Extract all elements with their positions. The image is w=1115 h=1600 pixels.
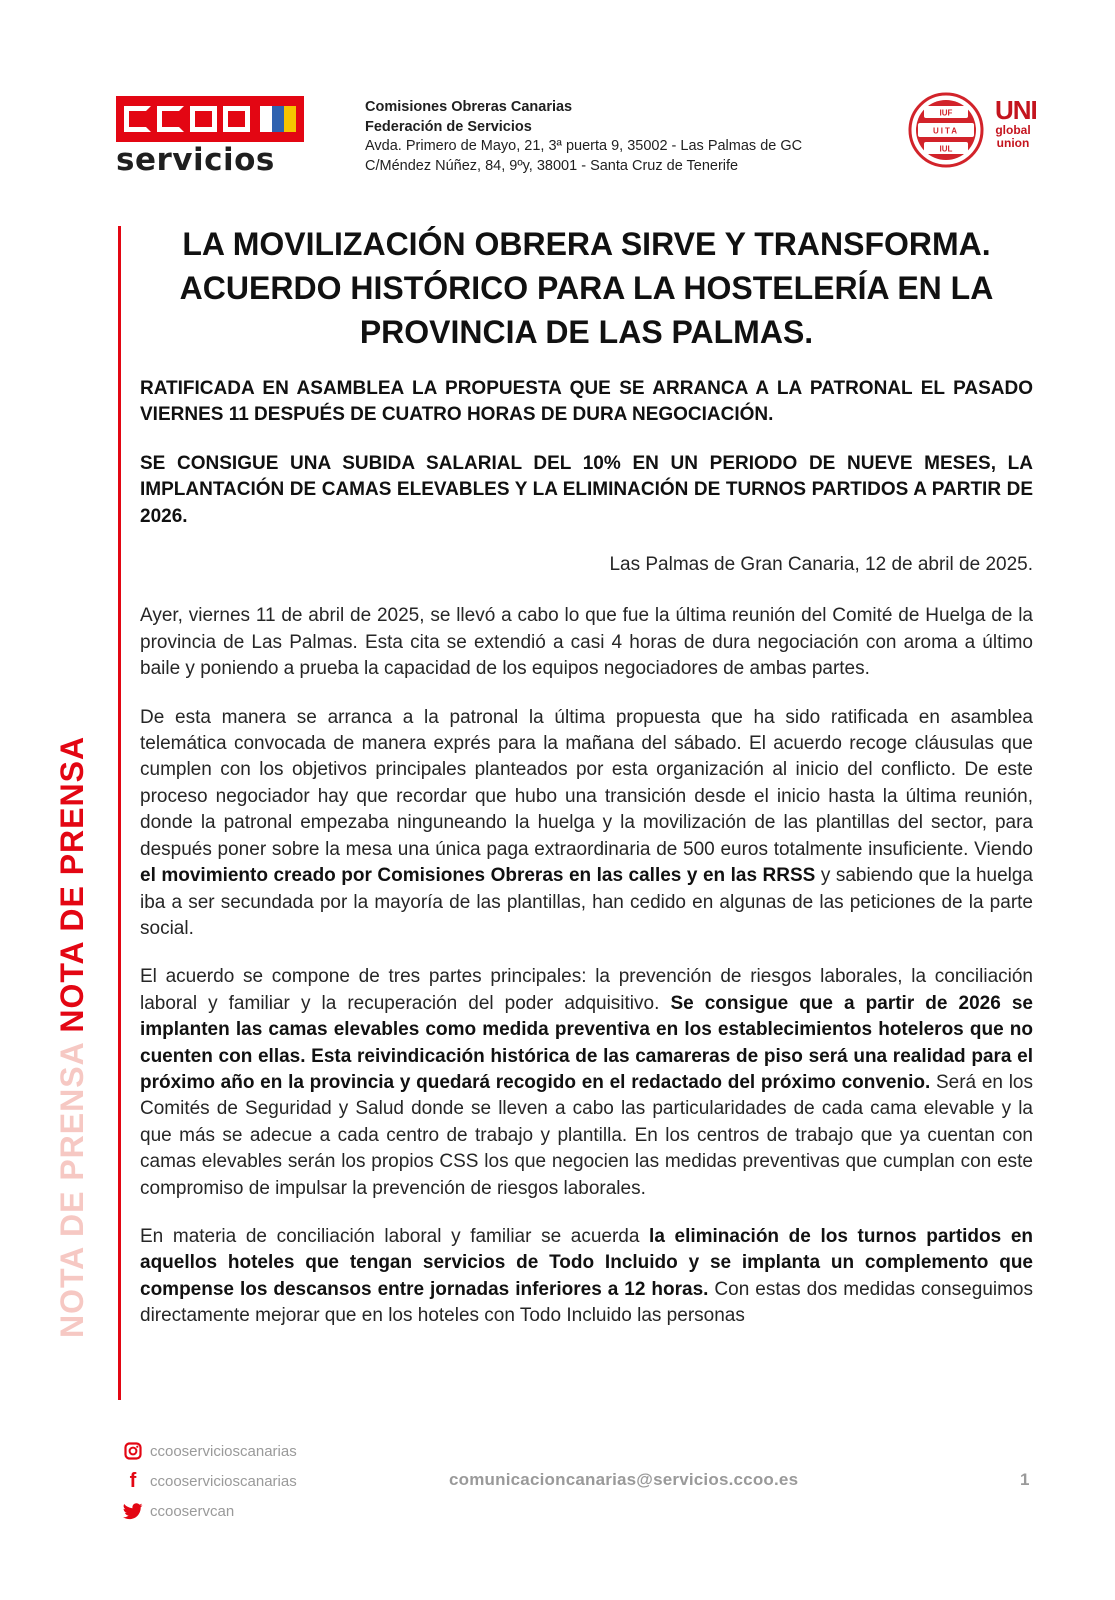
- nota-de-prensa-vertical-label: [55, 736, 89, 1338]
- p2-text-c: y sabiendo que la huelga iba a ser secundada por la mayoría de las plantillas, han cedido en algunas de las peticiones de la parte social.: [140, 865, 1034, 939]
- p3-text-c: Será en los Comités de Seguridad y Salud donde se lleven a cabo las particularidades de cada cama elevable y la que más se adecue a cada centro de trabajo y plantilla. En los centros de trabajo que ya cuentan con camas elevables serán los propios CSS los que negocien las medidas preventivas que cumplan con este compromiso de impulsar la prevención de riesgos laborales.: [140, 1071, 1033, 1199]
- p3-text-a: El acuerdo se compone de tres partes principales: la prevención de riesgos laborales, la conciliación laboral y familiar y la recuperación del poder adquisitivo.: [140, 966, 1033, 1014]
- dateline: Las Palmas de Gran Canaria, 12 de abril de 2025.: [609, 554, 1033, 576]
- instagram-handle: ccooservicioscanarias: [150, 1442, 297, 1460]
- p2-text-a: De esta manera se arranca a la patronal la última propuesta que ha sido ratificada en asamblea telemática convocada de manera exprés para la mañana del sábado. El acuerdo recoge cláusulas que cumplen con los objetivos principales planteados por esta organización al inicio del conflicto. De este proceso negociador hay que recordar que hubo una transición desde el inicio hasta la última reunión, donde la patronal empezaba ninguneando la huelga y la movilización de las plantillas del sector, para después poner sobre la mesa una única paga extraordinaria de 500 euros totalmente insuficiente. Viendo: [140, 706, 1033, 860]
- paragraph-2: [140, 705, 1033, 943]
- side-label-light: NOTA DE PRENSA: [54, 1042, 90, 1338]
- ccoo-logo-mark: [116, 96, 304, 142]
- address-las-palmas: Avda. Primero de Mayo, 21, 3ª puerta 9, 35002 - Las Palmas de GC: [365, 138, 803, 154]
- contact-email-link[interactable]: comunicacioncanarias@servicios.ccoo.es: [449, 1470, 799, 1489]
- instagram-icon: [122, 1440, 144, 1462]
- p4-bold: la eliminación de los turnos partidos en aquellos hoteles que tengan servicios de Todo Incluido y se implanta un complemento que compense los descansos entre jornadas inferiores a 12 horas.: [140, 1225, 1034, 1300]
- twitter-link[interactable]: [122, 1496, 297, 1526]
- federation-name: Federación de Servicios: [365, 118, 532, 135]
- title-line-1: LA MOVILIZACIÓN OBRERA SIRVE Y TRANSFORMA.: [182, 226, 991, 262]
- p4-text-a: En materia de conciliación laboral y familiar se acuerda: [140, 1225, 650, 1247]
- canary-flag-icon: [260, 106, 296, 132]
- uni-text: UNI: [995, 95, 1037, 125]
- ccoo-servicios-logo: [116, 96, 306, 178]
- press-release-title: [140, 222, 1033, 354]
- title-line-3: PROVINCIA DE LAS PALMAS.: [359, 314, 814, 350]
- instagram-link[interactable]: [122, 1436, 297, 1466]
- uni-global-union-logo: [995, 95, 1037, 150]
- subheading-2: SE CONSIGUE UNA SUBIDA SALARIAL DEL 10% EN UN PERIODO DE NUEVE MESES, LA IMPLANTACIÓN DE CAMAS ELEVABLES Y LA ELIMINACIÓN DE TURNOS PARTIDOS A PARTIR DE 2026.: [140, 452, 1033, 527]
- facebook-handle: ccooservicioscanarias: [150, 1472, 297, 1490]
- organization-info: [365, 98, 802, 176]
- side-label-dark: NOTA DE PRENSA: [54, 735, 90, 1033]
- svg-text:IUL: IUL: [939, 144, 953, 154]
- paragraph-1: Ayer, viernes 11 de abril de 2025, se llevó a cabo lo que fue la última reunión del Comité de Huelga de la provincia de Las Palmas. Esta cita se extendió a casi 4 horas de dura negociación con aroma a último baile y poniendo a prueba la capacidad de los equipos negociadores de ambas partes.: [140, 605, 1033, 680]
- org-name: Comisiones Obreras Canarias: [365, 99, 573, 115]
- svg-text:IUF: IUF: [939, 108, 953, 118]
- subheading-1: RATIFICADA EN ASAMBLEA LA PROPUESTA QUE SE ARRANCA A LA PATRONAL EL PASADO VIERNES 11 DESPUÉS DE CUATRO HORAS DE DURA NEGOCIACIÓN.: [140, 378, 1033, 426]
- title-line-2: ACUERDO HISTÓRICO PARA LA HOSTELERÍA EN LA: [179, 270, 994, 306]
- union-text: union: [996, 136, 1030, 150]
- press-release-body: [140, 376, 1033, 1352]
- p3-bold: Se consigue que a partir de 2026 se implanten las camas elevables como medida preventiva en los establecimientos hoteleros que no cuenten con ellas. Esta reivindicación histórica de las camareras de piso será una realidad para el próximo año en la provincia y quedará recogido en el redactado del próximo convenio.: [140, 992, 1033, 1093]
- logo-servicios-text: servicios: [116, 142, 275, 178]
- iuf-uita-iul-logo: [908, 92, 984, 168]
- page-number: 1: [1020, 1470, 1030, 1489]
- twitter-handle: ccooservcan: [150, 1502, 235, 1520]
- p4-text-c: Con estas dos medidas conseguimos directamente mejorar que en los hoteles con Todo Incluido las personas: [140, 1278, 1033, 1327]
- p2-bold: el movimiento creado por Comisiones Obreras en las calles y en las RRSS: [140, 865, 816, 887]
- twitter-bird-icon: [122, 1500, 144, 1522]
- vertical-red-rule: [118, 226, 121, 1400]
- facebook-icon: f: [129, 1469, 137, 1492]
- paragraph-4: [140, 1224, 1033, 1330]
- facebook-link[interactable]: [122, 1466, 297, 1496]
- global-text: global: [995, 123, 1031, 137]
- paragraph-3: [140, 964, 1033, 1202]
- address-tenerife: C/Méndez Núñez, 84, 9ºy, 38001 - Santa Cruz de Tenerife: [365, 157, 739, 174]
- social-links: [122, 1436, 297, 1526]
- svg-text:UITA: UITA: [932, 126, 960, 136]
